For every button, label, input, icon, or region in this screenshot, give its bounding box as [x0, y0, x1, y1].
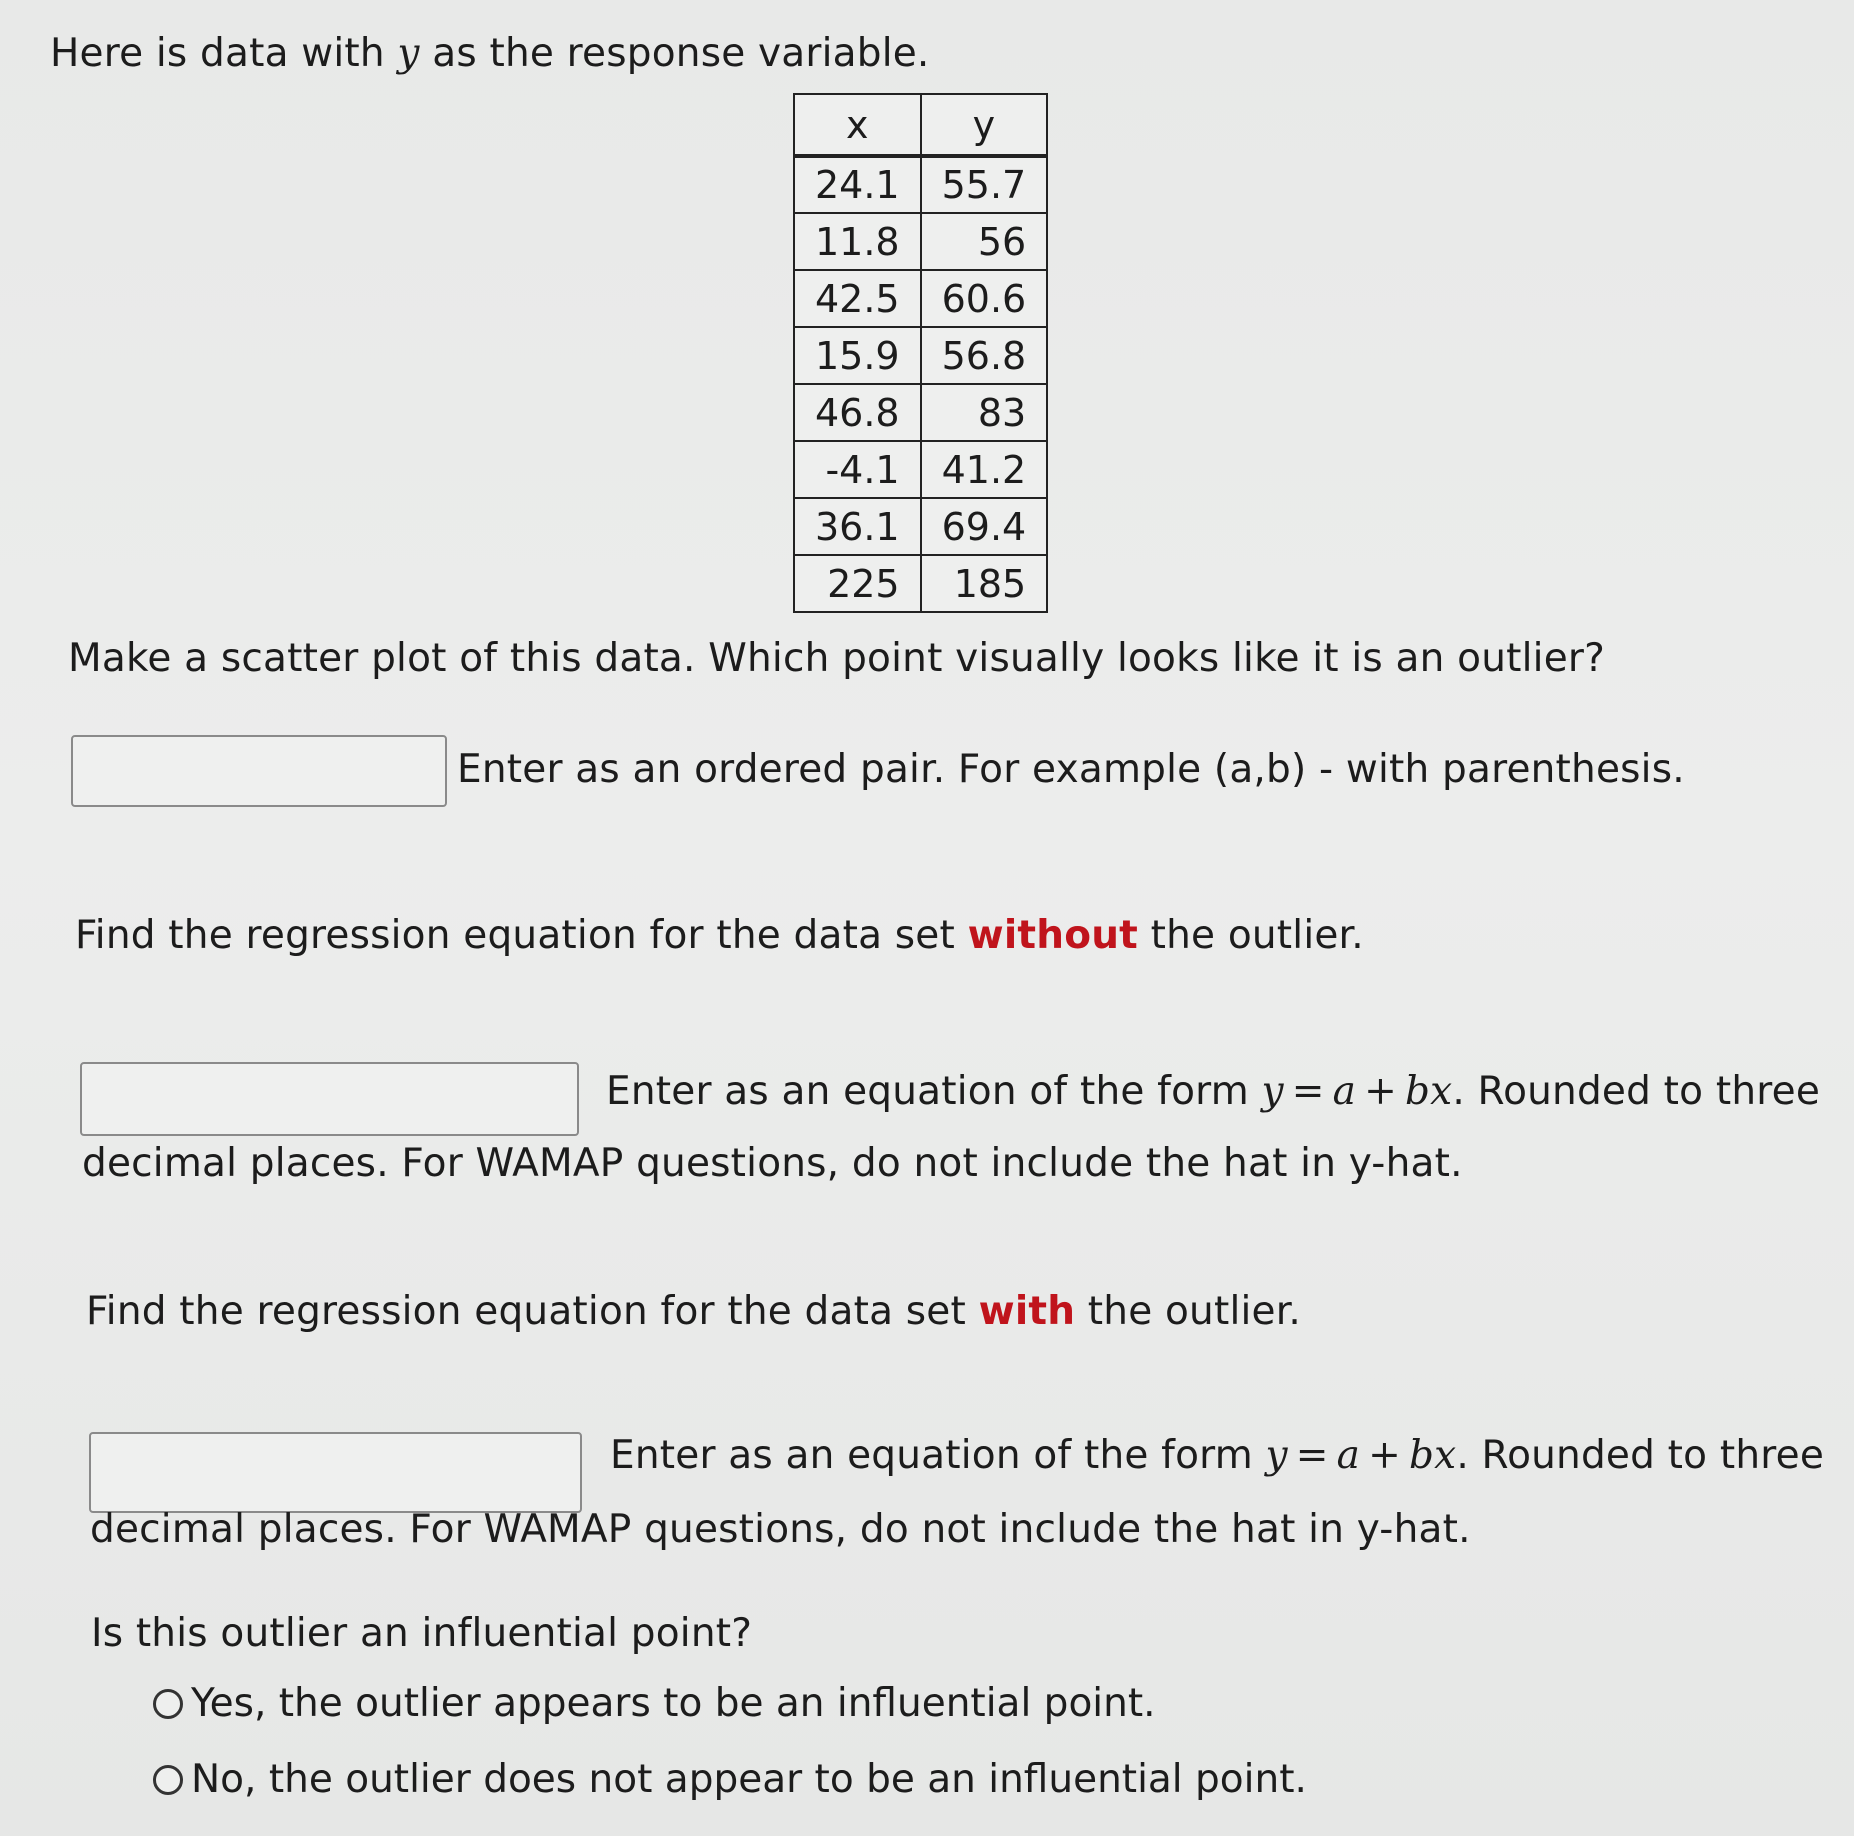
influential-question: Is this outlier an influential point? [91, 1611, 753, 1656]
option-yes[interactable] [153, 1680, 1156, 1728]
column-header-y: y [921, 94, 1048, 156]
table-row [794, 498, 1047, 555]
equation-form: y = a + bx [1261, 1069, 1453, 1114]
regression-without-input[interactable] [80, 1062, 579, 1136]
emphasis-with: with [978, 1289, 1076, 1334]
regression-with-input[interactable] [89, 1432, 582, 1513]
table-row [794, 213, 1047, 270]
equation-form: y = a + bx [1265, 1433, 1457, 1478]
cell-x: 15.9 [794, 327, 921, 384]
cell-y: 185 [921, 555, 1048, 612]
regression-without-hint-line2: decimal places. For WAMAP questions, do not include the hat in y-hat. [82, 1141, 1463, 1186]
cell-x: 24.1 [794, 156, 921, 213]
table-header-row [794, 94, 1047, 156]
cell-y: 41.2 [921, 441, 1048, 498]
regression-with-hint-line2: decimal places. For WAMAP questions, do not include the hat in y-hat. [90, 1507, 1471, 1552]
cell-y: 56 [921, 213, 1048, 270]
outlier-answer-input[interactable] [71, 735, 447, 807]
regression-with-hint: Enter as an equation of the form y = a + bx. Rounded to three [610, 1433, 1825, 1478]
table-row [794, 441, 1047, 498]
regression-without-question: Find the regression equation for the data set without the outlier. [75, 913, 1364, 958]
radio-no[interactable] [153, 1765, 183, 1795]
option-no-label: No, the outlier does not appear to be an influential point. [191, 1757, 1307, 1802]
option-yes-label: Yes, the outlier appears to be an influential point. [191, 1681, 1156, 1726]
cell-y: 83 [921, 384, 1048, 441]
cell-y: 56.8 [921, 327, 1048, 384]
cell-x: 36.1 [794, 498, 921, 555]
cell-y: 69.4 [921, 498, 1048, 555]
cell-x: 225 [794, 555, 921, 612]
cell-y: 60.6 [921, 270, 1048, 327]
table-row [794, 555, 1047, 612]
cell-x: 11.8 [794, 213, 921, 270]
regression-with-question: Find the regression equation for the data set with the outlier. [86, 1289, 1301, 1334]
data-table [793, 93, 1048, 613]
emphasis-without: without [967, 913, 1139, 958]
cell-x: 46.8 [794, 384, 921, 441]
table-row [794, 270, 1047, 327]
cell-y: 55.7 [921, 156, 1048, 213]
table-row [794, 327, 1047, 384]
option-no[interactable] [153, 1756, 1307, 1804]
cell-x: -4.1 [794, 441, 921, 498]
radio-yes[interactable] [153, 1689, 183, 1719]
regression-without-hint: Enter as an equation of the form y = a + bx. Rounded to three [606, 1069, 1821, 1114]
table-row [794, 156, 1047, 213]
outlier-answer-hint: Enter as an ordered pair. For example (a,b) - with parenthesis. [457, 747, 1685, 792]
intro-text: Here is data with y as the response variable. [50, 31, 930, 76]
table-row [794, 384, 1047, 441]
cell-x: 42.5 [794, 270, 921, 327]
outlier-question: Make a scatter plot of this data. Which point visually looks like it is an outlier? [68, 636, 1606, 681]
column-header-x: x [794, 94, 921, 156]
